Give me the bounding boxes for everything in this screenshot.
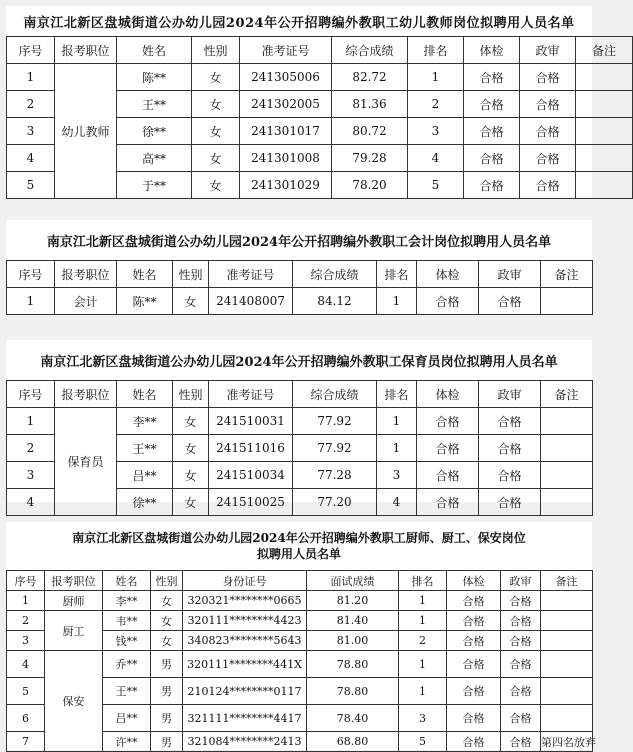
cell-sex: 男 [151,651,183,678]
cell-score: 77.20 [293,489,377,516]
cell-review: 合格 [479,462,541,489]
cell-rank: 1 [377,435,417,462]
cell-note [541,631,593,651]
cell-sex: 女 [192,91,240,118]
col-header: 综合成绩 [293,381,377,408]
cell-name: 陈** [117,288,173,315]
cell-name: 徐** [117,118,192,145]
cell-review: 合格 [479,435,541,462]
col-header: 体检 [417,381,479,408]
cell-name: 徐** [117,489,173,516]
cell-note [576,91,633,118]
cell-score: 78.80 [307,651,399,678]
cell-no: 1 [7,591,45,611]
cell-rank: 1 [399,678,447,705]
col-header: 报考职位 [55,37,117,64]
cell-name: 于** [117,172,192,199]
cell-note [541,489,593,516]
col-header: 报考职位 [55,261,117,288]
cell-no: 4 [7,651,45,678]
cell-id: 241301008 [240,145,332,172]
cell-name: 钱** [103,631,151,651]
cell-name: 韦** [103,611,151,631]
col-header: 政审 [479,261,541,288]
cell-name: 王** [117,91,192,118]
col-header: 报考职位 [45,571,103,591]
col-header: 准考证号 [240,37,332,64]
cell-exam: 合格 [464,91,520,118]
col-header: 面试成绩 [307,571,399,591]
cell-name: 吕** [117,462,173,489]
cell-name: 王** [103,678,151,705]
cell-sex: 女 [173,489,209,516]
childcare-section [6,340,592,510]
cell-no: 2 [7,435,55,462]
cell-name: 王** [117,435,173,462]
cell-rank: 3 [377,462,417,489]
cell-id: 241305006 [240,64,332,91]
accountant-section [6,220,592,314]
cell-score: 81.00 [307,631,399,651]
col-header: 体检 [417,261,479,288]
cell-exam: 合格 [464,64,520,91]
col-header: 备注 [576,37,633,64]
cell-sex: 男 [151,678,183,705]
cell-id: 241511016 [209,435,293,462]
cell-rank: 4 [408,145,464,172]
table-header-row [7,381,593,408]
cell-exam: 合格 [464,118,520,145]
cell-review: 合格 [479,408,541,435]
col-header: 政审 [501,571,541,591]
col-header: 备注 [541,571,593,591]
cell-sex: 男 [151,705,183,732]
col-header: 姓名 [103,571,151,591]
col-header: 序号 [7,261,55,288]
cell-id: 210124********0117 [183,678,307,705]
cell-score: 78.80 [307,678,399,705]
title-line-1: 南京江北新区盘城街道公办幼儿园2024年公开招聘编外教职工厨师、厨工、保安岗位 [72,531,526,545]
teacher-table-title: 南京江北新区盘城街道公办幼儿园2024年公开招聘编外教职工幼儿教师岗位拟聘用人员名单 [23,15,575,31]
cell-no: 1 [7,64,55,91]
cell-sex: 女 [192,145,240,172]
table-row [7,611,593,631]
table-header-row [7,37,633,64]
col-header: 性别 [151,571,183,591]
title-line-2: 拟聘用人员名单 [256,547,341,561]
cell-position: 幼儿教师 [55,64,117,199]
col-header: 排名 [408,37,464,64]
cell-note [541,591,593,611]
cell-note [576,118,633,145]
cell-review: 合格 [479,288,541,315]
cell-review: 合格 [520,145,576,172]
cell-score: 80.72 [332,118,408,145]
cell-rank: 5 [399,732,447,752]
col-header: 政审 [479,381,541,408]
cell-review: 合格 [501,651,541,678]
cell-note [541,651,593,678]
cell-exam: 合格 [447,591,501,611]
col-header: 综合成绩 [332,37,408,64]
cell-rank: 1 [399,651,447,678]
col-header: 体检 [464,37,520,64]
cell-note: 第四名放弃 [541,732,593,752]
chef-guard-table-title [6,522,592,570]
cell-rank: 2 [408,91,464,118]
cell-no: 5 [7,678,45,705]
cell-sex: 女 [173,408,209,435]
cell-name: 吕** [103,705,151,732]
chef-guard-section [6,522,596,750]
cell-no: 2 [7,611,45,631]
table-row [7,64,633,91]
cell-score: 81.36 [332,91,408,118]
cell-review: 合格 [501,732,541,752]
cell-id: 320321********0665 [183,591,307,611]
cell-score: 81.20 [307,591,399,611]
cell-no: 4 [7,145,55,172]
cell-exam: 合格 [464,172,520,199]
cell-id: 241302005 [240,91,332,118]
cell-no: 5 [7,172,55,199]
col-header: 排名 [399,571,447,591]
col-header: 姓名 [117,261,173,288]
table-row [7,408,593,435]
col-header: 政审 [520,37,576,64]
cell-note [541,435,593,462]
cell-sex: 男 [151,732,183,752]
cell-rank: 1 [408,64,464,91]
cell-sex: 女 [173,435,209,462]
table-header-row [7,261,593,288]
col-header: 性别 [173,261,209,288]
col-header: 性别 [192,37,240,64]
cell-exam: 合格 [417,462,479,489]
col-header: 排名 [377,381,417,408]
cell-review: 合格 [501,678,541,705]
cell-name: 高** [117,145,192,172]
cell-score: 68.80 [307,732,399,752]
cell-id: 321084********2413 [183,732,307,752]
cell-score: 78.40 [307,705,399,732]
cell-exam: 合格 [464,145,520,172]
cell-id: 320111********4423 [183,611,307,631]
cell-note [576,64,633,91]
cell-score: 82.72 [332,64,408,91]
cell-sex: 女 [192,64,240,91]
cell-id: 241408007 [209,288,293,315]
cell-review: 合格 [501,591,541,611]
childcare-table-title: 南京江北新区盘城街道公办幼儿园2024年公开招聘编外教职工保育员岗位拟聘用人员名单 [40,354,558,370]
col-header: 序号 [7,37,55,64]
chef-guard-table [6,570,596,752]
cell-review: 合格 [520,118,576,145]
cell-note [541,678,593,705]
cell-rank: 1 [399,611,447,631]
cell-exam: 合格 [417,408,479,435]
cell-sex: 女 [151,631,183,651]
col-header: 序号 [7,381,55,408]
cell-position: 保育员 [55,408,117,516]
cell-name: 许** [103,732,151,752]
cell-id: 241510031 [209,408,293,435]
cell-score: 77.92 [293,408,377,435]
cell-rank: 1 [399,591,447,611]
cell-exam: 合格 [447,678,501,705]
cell-exam: 合格 [447,631,501,651]
cell-no: 4 [7,489,55,516]
cell-score: 84.12 [293,288,377,315]
cell-position: 厨师 [45,591,103,611]
cell-rank: 3 [399,705,447,732]
cell-name: 乔** [103,651,151,678]
cell-no: 7 [7,732,45,752]
cell-id: 241301029 [240,172,332,199]
cell-exam: 合格 [417,288,479,315]
cell-position: 保安 [45,651,103,752]
cell-no: 1 [7,408,55,435]
cell-name: 李** [117,408,173,435]
cell-id: 320111********441X [183,651,307,678]
cell-note [541,408,593,435]
col-header: 备注 [541,381,593,408]
cell-note [541,705,593,732]
cell-review: 合格 [520,64,576,91]
cell-id: 340823********5643 [183,631,307,651]
col-header: 性别 [173,381,209,408]
cell-id: 241510034 [209,462,293,489]
cell-no: 3 [7,631,45,651]
col-header: 备注 [541,261,593,288]
cell-score: 77.28 [293,462,377,489]
cell-review: 合格 [501,705,541,732]
cell-sex: 女 [173,288,209,315]
cell-exam: 合格 [447,732,501,752]
cell-note [541,462,593,489]
col-header: 准考证号 [209,381,293,408]
col-header: 姓名 [117,37,192,64]
col-header: 身份证号 [183,571,307,591]
cell-id: 321111********4417 [183,705,307,732]
cell-rank: 2 [399,631,447,651]
cell-score: 81.40 [307,611,399,631]
cell-exam: 合格 [447,611,501,631]
cell-name: 陈** [117,64,192,91]
table-row [7,591,593,611]
cell-no: 3 [7,118,55,145]
cell-sex: 女 [192,172,240,199]
cell-exam: 合格 [447,651,501,678]
cell-exam: 合格 [417,435,479,462]
cell-position: 厨工 [45,611,103,651]
col-header: 姓名 [117,381,173,408]
cell-position: 会计 [55,288,117,315]
cell-score: 77.92 [293,435,377,462]
cell-note [576,172,633,199]
cell-no: 1 [7,288,55,315]
col-header: 综合成绩 [293,261,377,288]
cell-rank: 1 [377,288,417,315]
teacher-table [6,36,633,199]
cell-rank: 1 [377,408,417,435]
accountant-table-title: 南京江北新区盘城街道公办幼儿园2024年公开招聘编外教职工会计岗位拟聘用人员名单 [46,234,552,250]
table-row [7,651,593,678]
cell-sex: 女 [192,118,240,145]
cell-id: 241510025 [209,489,293,516]
cell-note [541,611,593,631]
cell-exam: 合格 [447,705,501,732]
col-header: 序号 [7,571,45,591]
table-row [7,288,593,315]
accountant-table [6,260,593,315]
cell-rank: 5 [408,172,464,199]
teacher-section [6,6,616,198]
cell-review: 合格 [520,91,576,118]
cell-name: 李** [103,591,151,611]
cell-score: 78.20 [332,172,408,199]
col-header: 报考职位 [55,381,117,408]
col-header: 体检 [447,571,501,591]
cell-review: 合格 [501,611,541,631]
cell-no: 2 [7,91,55,118]
cell-sex: 女 [151,611,183,631]
cell-id: 241301017 [240,118,332,145]
childcare-table [6,380,593,516]
cell-exam: 合格 [417,489,479,516]
cell-no: 6 [7,705,45,732]
cell-review: 合格 [501,631,541,651]
cell-no: 3 [7,462,55,489]
cell-rank: 3 [408,118,464,145]
cell-score: 79.28 [332,145,408,172]
cell-note [541,288,593,315]
cell-review: 合格 [520,172,576,199]
cell-sex: 女 [151,591,183,611]
col-header: 排名 [377,261,417,288]
cell-sex: 女 [173,462,209,489]
cell-note [576,145,633,172]
cell-rank: 4 [377,489,417,516]
cell-review: 合格 [479,489,541,516]
table-header-row [7,571,593,591]
col-header: 准考证号 [209,261,293,288]
